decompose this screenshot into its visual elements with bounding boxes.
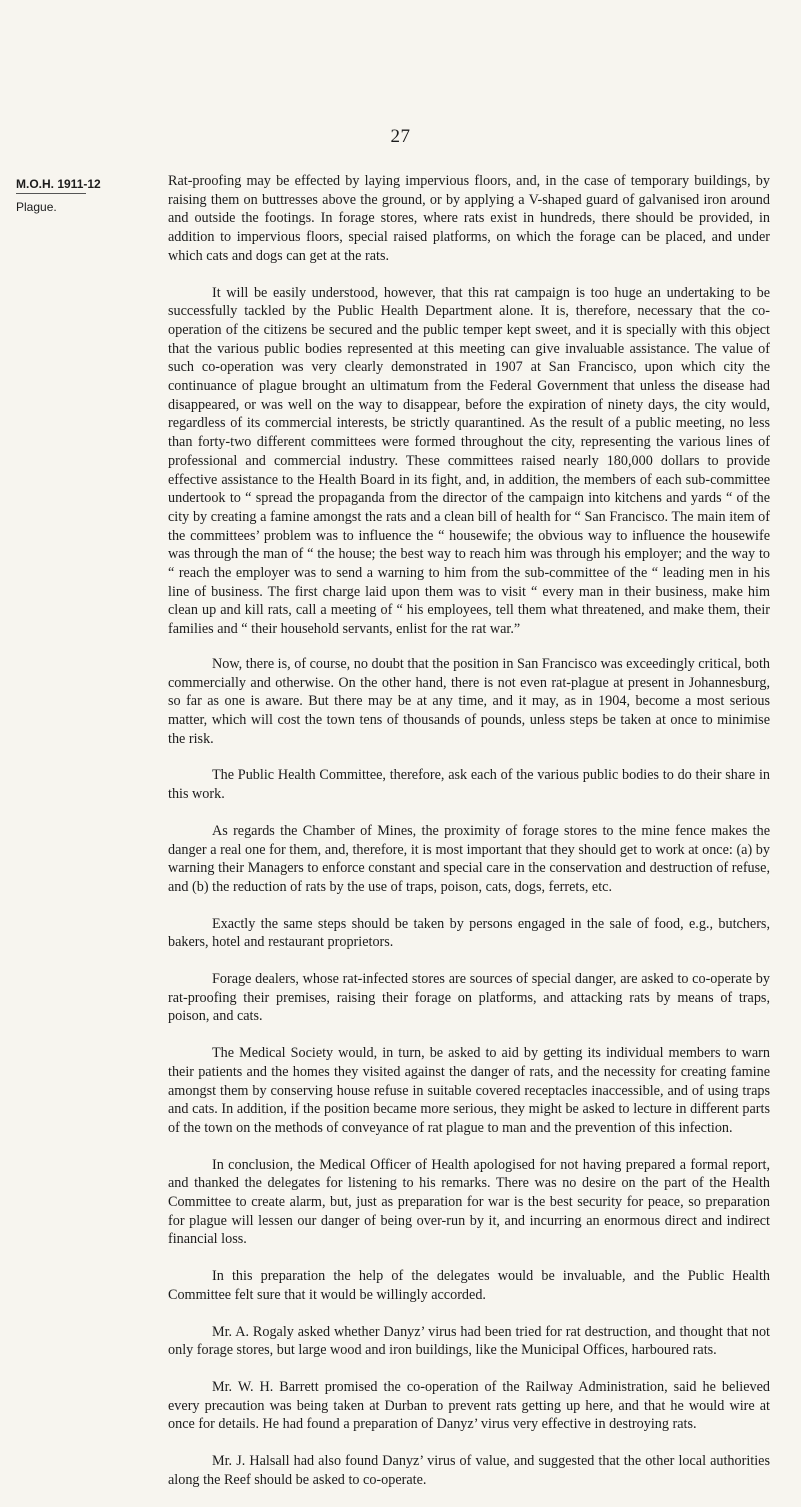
running-head: M.O.H. 1911-12: [16, 177, 156, 194]
paragraph-rat-proofing: Rat-proofing may be effected by laying impervious floors, and, in the case of temporary buildings, by raising them on buttresses above the ground, or by applying a V-shaped guard of galvanised iron around and outside the footings. In forage stores, where rats exist in hundreds, there should be provided, in addition to impervious floors, special raised platforms, on which the forage can be placed, and under which cats and dogs can get at the rats.: [168, 173, 770, 264]
paragraph-rogaly: Mr. A. Rogaly asked whether Danyz’ virus had been tried for rat destruction, and thought that not only forage stores, but large wood and iron buildings, like the Municipal Offices, harboured rats.: [168, 1323, 770, 1359]
paragraph-forage-dealers: Forage dealers, whose rat-infected stores are sources of special danger, are asked to co-operate by rat-proofing their premises, raising their forage on platforms, and attacking rats by means of traps, poison, and cats.: [168, 971, 770, 1025]
paragraph-food-sellers: Exactly the same steps should be taken by persons engaged in the sale of food, e.g., butchers, bakers, hotel and restaurant proprietors.: [168, 915, 770, 951]
paragraph-public-bodies: The Public Health Committee, therefore, ask each of the various public bodies to do their share in this work.: [168, 767, 770, 803]
paragraph-chamber-of-mines: As regards the Chamber of Mines, the proximity of forage stores to the mine fence makes the danger a real one for them, and, therefore, it is most important that they should get to work at once: (a) by warning their Managers to enforce constant and special care in the conservation and destruction of refuse, and (b) the reduction of rats by the use of traps, poison, cats, dogs, ferrets, etc.: [168, 822, 770, 895]
paragraph-medical-society: The Medical Society would, in turn, be asked to aid by getting its individual members to warn their patients and the homes they visited against the danger of rats, and the necessity for creating famine amongst them by conserving house refuse in suitable covered receptacles inaccessible, and of using traps and cats. In addition, if the position became more serious, they might be asked to lecture in different parts of the town on the methods of conveyance of rat plague to man and the prevention of this infection.: [168, 1045, 770, 1136]
paragraph-halsall: Mr. J. Halsall had also found Danyz’ virus of value, and suggested that the other local authorities along the Reef should be asked to co-operate.: [168, 1453, 770, 1488]
paragraph-barrett: Mr. W. H. Barrett promised the co-operation of the Railway Administration, said he believed every precaution was being taken at Durban to prevent rats getting up here, and that he would wire at once for details. He had found a preparation of Danyz’ virus very effective in destroying rats.: [168, 1378, 770, 1433]
section-label: Plague.: [16, 200, 57, 214]
paragraph-johannesburg-risk: Now, there is, of course, no doubt that the position in San Francisco was exceedingly critical, both commercially and otherwise. On the other hand, there is not even rat-plague at present in Johannesburg, so far as one is aware. But there may be at any time, and it may, as in 1904, become a most serious matter, which will cost the town tens of thousands of pounds, unless steps be taken at once to minimise the risk.: [168, 655, 770, 747]
paragraph-delegates-help: In this preparation the help of the delegates would be invaluable, and the Public Health Committee felt sure that it would be willingly accorded.: [168, 1268, 770, 1303]
paragraph-san-francisco: It will be easily understood, however, that this rat campaign is too huge an undertaking to be successfully tackled by the Public Health Department alone. It is, therefore, necessary that the co-operation of the citizens be secured and the public temper kept sweet, and it is specially with this object that the various public bodies represented at this meeting can give invaluable assistance. The value of such co-operation was very clearly demonstrated in 1907 at San Francisco, upon which city the continuance of plague brought an ultimatum from the Federal Government that unless the disease had disappeared, or was well on the way to disappear, before the expiration of ninety days, the city would, regardless of its commercial interests, be strictly quarantined. As the result of a public meeting, no less than forty-two different committees were formed throughout the city, representing the various lines of professional and commercial industry. These committees raised nearly 180,000 dollars to provide effective assistance to the Health Board in its fight, and, in addition, the members of each sub-committee undertook to “ spread the propaganda from the director of the campaign into kitchens and yards “ of the city by creating a famine amongst the rats and a clean bill of health for “ San Francisco. The main item of the committees’ problem was to influence the “ housewife; the obvious way to influence the housewife was through the man of “ the house; the best way to reach him was through his employer; and the way to “ reach the employer was to send a warning to him from the sub-committee of the “ leading men in his line of business. The first charge laid upon them was to visit “ every man in their business, make him clean up and kill rats, call a meeting of “ his employees, tell them what threatened, and make them, their families and “ their household servants, enlist for the rat war.”: [168, 284, 770, 638]
page-number: 27: [390, 126, 411, 147]
body-text: [168, 172, 770, 1507]
paragraph-conclusion: In conclusion, the Medical Officer of Health apologised for not having prepared a formal report, and thanked the delegates for listening to his remarks. There was no desire on the part of the Health Committee to create alarm, but, just as preparation for war is the best security for peace, so preparation for plague will lessen our danger of being over-run by it, and incurring an enormous direct and indirect financial loss.: [168, 1156, 770, 1248]
